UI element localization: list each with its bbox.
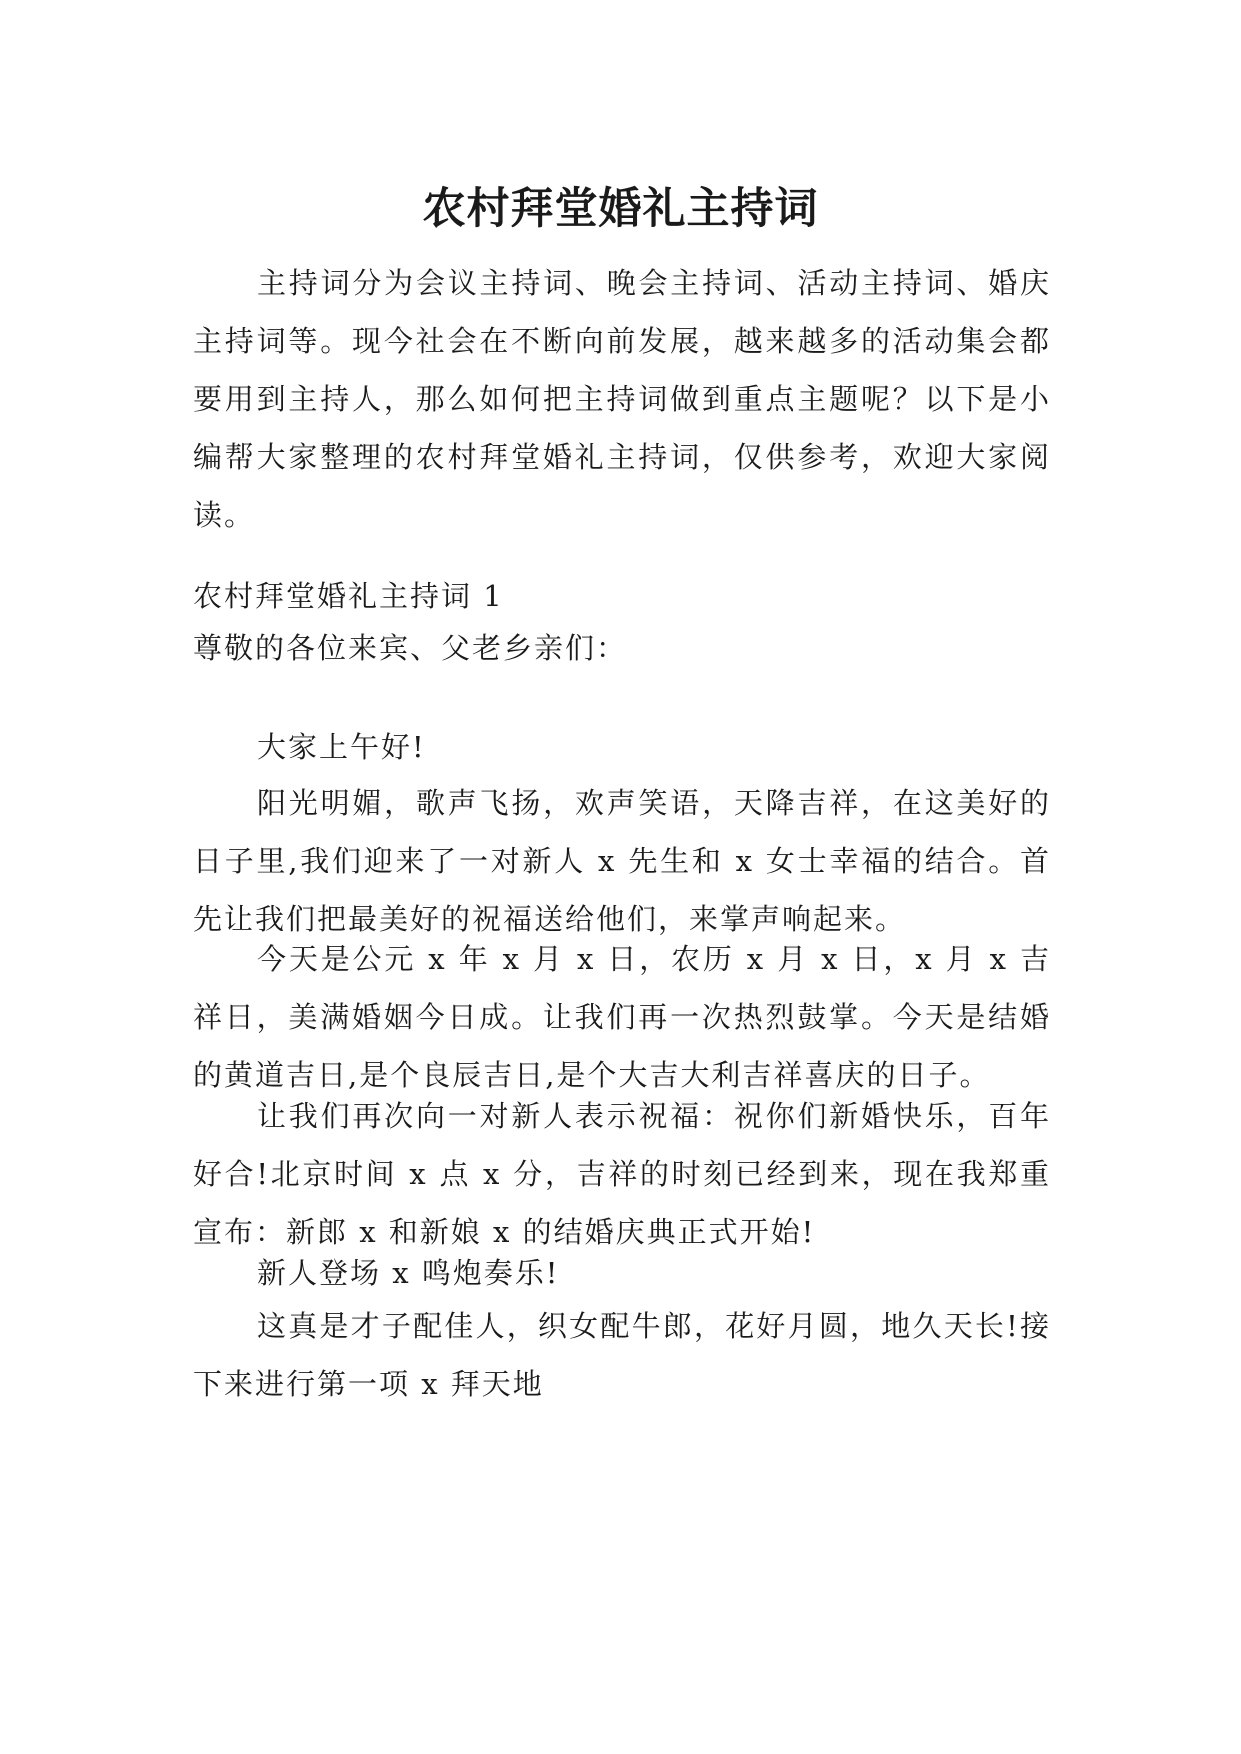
document-title: 农村拜堂婚礼主持词 bbox=[422, 183, 819, 234]
paragraph-date: 今天是公元 x 年 x 月 x 日，农历 x 月 x 日，x 月 x 吉祥日，美满婚姻今日成。让我们再一次热烈鼓掌。今天是结婚的黄道吉日,是个良辰吉日,是个大吉大利吉祥喜庆的日子。 bbox=[193, 942, 1051, 1092]
paragraph-announcement: 让我们再次向一对新人表示祝福：祝你们新婚快乐，百年好合!北京时间 x 点 x 分，吉祥的时刻已经到来，现在我郑重宣布：新郎 x 和新娘 x 的结婚庆典正式开始! bbox=[193, 1099, 1051, 1249]
paragraph-greeting: 大家上午好! bbox=[257, 730, 426, 764]
intro-paragraph: 主持词分为会议主持词、晚会主持词、活动主持词、婚庆主持词等。现今社会在不断向前发展，越来越多的活动集会都要用到主持人，那么如何把主持词做到重点主题呢？以下是小编帮大家整理的农村拜堂婚礼主持词，仅供参考，欢迎大家阅读。 bbox=[193, 266, 1051, 532]
paragraph-opening: 阳光明媚，歌声飞扬，欢声笑语，天降吉祥，在这美好的日子里,我们迎来了一对新人 x 先生和 x 女士幸福的结合。首先让我们把最美好的祝福送给他们，来掌声响起来。 bbox=[193, 786, 1051, 936]
section-heading: 农村拜堂婚礼主持词 1 bbox=[193, 579, 504, 613]
paragraph-entrance: 新人登场 x 鸣炮奏乐! bbox=[257, 1256, 560, 1290]
paragraph-ceremony: 这真是才子配佳人，织女配牛郎，花好月圆，地久天长!接下来进行第一项 x 拜天地 bbox=[193, 1309, 1051, 1401]
salutation: 尊敬的各位来宾、父老乡亲们： bbox=[193, 631, 628, 665]
